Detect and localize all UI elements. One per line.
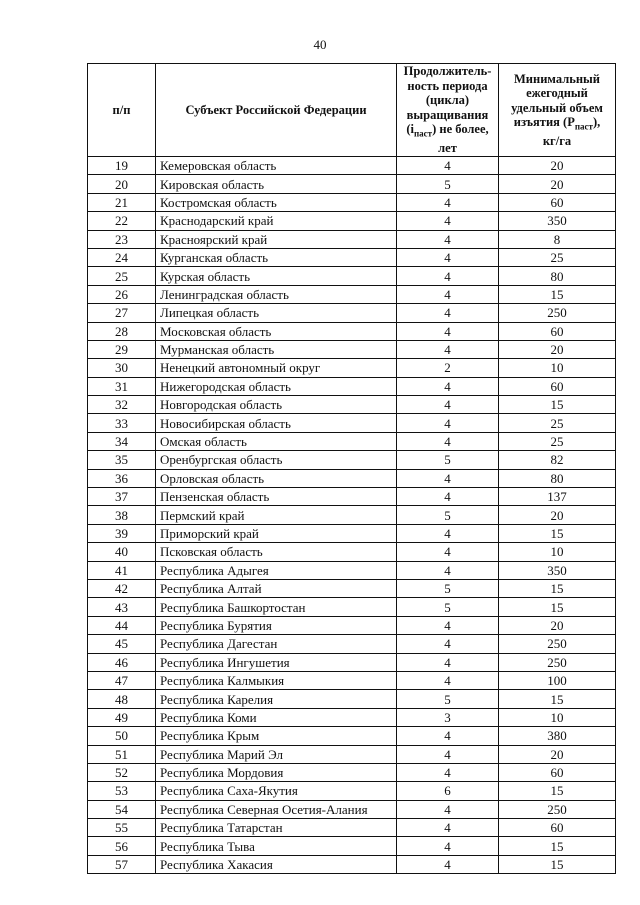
region-name: Новгородская область bbox=[156, 396, 397, 414]
volume-value: 10 bbox=[499, 543, 616, 561]
volume-value: 60 bbox=[499, 193, 616, 211]
volume-value: 250 bbox=[499, 635, 616, 653]
header-period-line: (цикла) bbox=[425, 93, 470, 108]
volume-value: 250 bbox=[499, 800, 616, 818]
table-row bbox=[88, 322, 616, 340]
row-number: 49 bbox=[88, 708, 156, 726]
region-name: Республика Саха-Якутия bbox=[156, 782, 397, 800]
row-number: 44 bbox=[88, 616, 156, 634]
region-name: Республика Марий Эл bbox=[156, 745, 397, 763]
table-row bbox=[88, 340, 616, 358]
row-number: 57 bbox=[88, 855, 156, 873]
volume-value: 60 bbox=[499, 819, 616, 837]
volume-value: 15 bbox=[499, 579, 616, 597]
volume-value: 20 bbox=[499, 506, 616, 524]
period-value: 4 bbox=[397, 157, 499, 175]
table-row bbox=[88, 377, 616, 395]
volume-value: 15 bbox=[499, 690, 616, 708]
table-row bbox=[88, 763, 616, 781]
row-number: 38 bbox=[88, 506, 156, 524]
period-value: 5 bbox=[397, 451, 499, 469]
period-value: 4 bbox=[397, 763, 499, 781]
volume-value: 10 bbox=[499, 359, 616, 377]
page-number: 40 bbox=[313, 37, 327, 52]
table-row bbox=[88, 819, 616, 837]
volume-value: 20 bbox=[499, 616, 616, 634]
table-row bbox=[88, 671, 616, 689]
period-value: 4 bbox=[397, 285, 499, 303]
volume-value: 25 bbox=[499, 414, 616, 432]
table-row bbox=[88, 524, 616, 542]
volume-value: 15 bbox=[499, 782, 616, 800]
period-value: 5 bbox=[397, 175, 499, 193]
header-num bbox=[88, 64, 156, 157]
region-name: Липецкая область bbox=[156, 304, 397, 322]
volume-value: 15 bbox=[499, 396, 616, 414]
table-row bbox=[88, 359, 616, 377]
header-period bbox=[397, 64, 499, 157]
volume-value: 100 bbox=[499, 671, 616, 689]
row-number: 47 bbox=[88, 671, 156, 689]
region-name: Пермский край bbox=[156, 506, 397, 524]
row-number: 48 bbox=[88, 690, 156, 708]
row-number: 24 bbox=[88, 248, 156, 266]
period-value: 4 bbox=[397, 304, 499, 322]
header-num-label: п/п bbox=[112, 102, 131, 117]
header-volume-line: ), bbox=[592, 115, 601, 129]
row-number: 53 bbox=[88, 782, 156, 800]
table-row bbox=[88, 782, 616, 800]
row-number: 27 bbox=[88, 304, 156, 322]
period-value: 4 bbox=[397, 561, 499, 579]
header-period-line: ) не более, bbox=[432, 122, 489, 137]
period-value: 4 bbox=[397, 727, 499, 745]
row-number: 31 bbox=[88, 377, 156, 395]
table-row bbox=[88, 230, 616, 248]
volume-value: 80 bbox=[499, 267, 616, 285]
row-number: 56 bbox=[88, 837, 156, 855]
table-row bbox=[88, 175, 616, 193]
region-name: Республика Адыгея bbox=[156, 561, 397, 579]
row-number: 23 bbox=[88, 230, 156, 248]
period-value: 4 bbox=[397, 322, 499, 340]
row-number: 39 bbox=[88, 524, 156, 542]
volume-value: 350 bbox=[499, 212, 616, 230]
period-value: 4 bbox=[397, 488, 499, 506]
volume-value: 25 bbox=[499, 432, 616, 450]
table-row bbox=[88, 248, 616, 266]
row-number: 41 bbox=[88, 561, 156, 579]
period-value: 3 bbox=[397, 708, 499, 726]
row-number: 35 bbox=[88, 451, 156, 469]
region-name: Курская область bbox=[156, 267, 397, 285]
row-number: 30 bbox=[88, 359, 156, 377]
region-name: Республика Карелия bbox=[156, 690, 397, 708]
region-name: Республика Алтай bbox=[156, 579, 397, 597]
volume-value: 60 bbox=[499, 377, 616, 395]
row-number: 55 bbox=[88, 819, 156, 837]
volume-value: 82 bbox=[499, 451, 616, 469]
region-name: Пензенская область bbox=[156, 488, 397, 506]
volume-value: 80 bbox=[499, 469, 616, 487]
volume-value: 25 bbox=[499, 248, 616, 266]
row-number: 45 bbox=[88, 635, 156, 653]
row-number: 26 bbox=[88, 285, 156, 303]
region-name: Мурманская область bbox=[156, 340, 397, 358]
period-value: 4 bbox=[397, 267, 499, 285]
period-value: 4 bbox=[397, 671, 499, 689]
volume-value: 15 bbox=[499, 285, 616, 303]
header-volume-line: кг/га bbox=[542, 134, 572, 148]
volume-value: 20 bbox=[499, 340, 616, 358]
period-value: 4 bbox=[397, 653, 499, 671]
row-number: 32 bbox=[88, 396, 156, 414]
table-row bbox=[88, 469, 616, 487]
period-value: 4 bbox=[397, 800, 499, 818]
row-number: 28 bbox=[88, 322, 156, 340]
volume-value: 20 bbox=[499, 157, 616, 175]
period-value: 4 bbox=[397, 432, 499, 450]
region-name: Кемеровская область bbox=[156, 157, 397, 175]
table-row bbox=[88, 690, 616, 708]
region-name: Новосибирская область bbox=[156, 414, 397, 432]
region-name: Республика Дагестан bbox=[156, 635, 397, 653]
table-row bbox=[88, 708, 616, 726]
period-value: 4 bbox=[397, 230, 499, 248]
row-number: 54 bbox=[88, 800, 156, 818]
volume-value: 137 bbox=[499, 488, 616, 506]
region-name: Омская область bbox=[156, 432, 397, 450]
table-row bbox=[88, 745, 616, 763]
region-name: Республика Тыва bbox=[156, 837, 397, 855]
volume-value: 250 bbox=[499, 653, 616, 671]
period-value: 4 bbox=[397, 616, 499, 634]
table-row bbox=[88, 285, 616, 303]
row-number: 46 bbox=[88, 653, 156, 671]
region-name: Республика Крым bbox=[156, 727, 397, 745]
region-name: Республика Коми bbox=[156, 708, 397, 726]
header-period-line: ность периода bbox=[407, 78, 488, 93]
region-name: Костромская область bbox=[156, 193, 397, 211]
row-number: 19 bbox=[88, 157, 156, 175]
row-number: 42 bbox=[88, 579, 156, 597]
period-value: 4 bbox=[397, 248, 499, 266]
volume-value: 15 bbox=[499, 855, 616, 873]
region-name: Кировская область bbox=[156, 175, 397, 193]
table-row bbox=[88, 579, 616, 597]
header-period-line: Продолжитель- bbox=[403, 64, 492, 79]
row-number: 40 bbox=[88, 543, 156, 561]
region-name: Республика Татарстан bbox=[156, 819, 397, 837]
table-row bbox=[88, 157, 616, 175]
table-row bbox=[88, 506, 616, 524]
row-number: 22 bbox=[88, 212, 156, 230]
region-name: Оренбургская область bbox=[156, 451, 397, 469]
header-subject bbox=[156, 64, 397, 157]
row-number: 34 bbox=[88, 432, 156, 450]
table-row bbox=[88, 635, 616, 653]
region-name: Республика Ингушетия bbox=[156, 653, 397, 671]
region-name: Ленинградская область bbox=[156, 285, 397, 303]
volume-value: 60 bbox=[499, 322, 616, 340]
header-volume-line: Минимальный bbox=[514, 71, 600, 86]
volume-value: 15 bbox=[499, 524, 616, 542]
volume-value: 10 bbox=[499, 708, 616, 726]
header-period-line: лет bbox=[438, 141, 457, 156]
table-row bbox=[88, 267, 616, 285]
region-name: Республика Башкортостан bbox=[156, 598, 397, 616]
row-number: 33 bbox=[88, 414, 156, 432]
header-volume-line: ежегодный bbox=[526, 86, 588, 100]
period-value: 2 bbox=[397, 359, 499, 377]
row-number: 43 bbox=[88, 598, 156, 616]
table-row bbox=[88, 212, 616, 230]
period-value: 5 bbox=[397, 506, 499, 524]
period-value: 4 bbox=[397, 855, 499, 873]
period-value: 5 bbox=[397, 598, 499, 616]
volume-value: 15 bbox=[499, 598, 616, 616]
header-volume-subscript: паст bbox=[574, 121, 593, 132]
region-name: Псковская область bbox=[156, 543, 397, 561]
period-value: 4 bbox=[397, 193, 499, 211]
period-value: 4 bbox=[397, 837, 499, 855]
header-period-line: (i bbox=[406, 122, 414, 137]
period-value: 4 bbox=[397, 377, 499, 395]
header-volume-line: удельный объем bbox=[511, 100, 603, 115]
volume-value: 350 bbox=[499, 561, 616, 579]
volume-value: 60 bbox=[499, 763, 616, 781]
table-header-row bbox=[88, 64, 616, 157]
region-name: Республика Бурятия bbox=[156, 616, 397, 634]
table-row bbox=[88, 837, 616, 855]
header-volume-line: изъятия (P bbox=[513, 115, 575, 129]
row-number: 36 bbox=[88, 469, 156, 487]
region-name: Республика Северная Осетия-Алания bbox=[156, 800, 397, 818]
volume-value: 20 bbox=[499, 745, 616, 763]
row-number: 25 bbox=[88, 267, 156, 285]
period-value: 6 bbox=[397, 782, 499, 800]
region-name: Красноярский край bbox=[156, 230, 397, 248]
table-row bbox=[88, 653, 616, 671]
period-value: 4 bbox=[397, 340, 499, 358]
volume-value: 8 bbox=[499, 230, 616, 248]
region-name: Республика Мордовия bbox=[156, 763, 397, 781]
volume-value: 250 bbox=[499, 304, 616, 322]
region-name: Курганская область bbox=[156, 248, 397, 266]
table-row bbox=[88, 396, 616, 414]
volume-value: 20 bbox=[499, 175, 616, 193]
period-value: 4 bbox=[397, 396, 499, 414]
period-value: 4 bbox=[397, 469, 499, 487]
region-name: Московская область bbox=[156, 322, 397, 340]
period-value: 4 bbox=[397, 524, 499, 542]
table-row bbox=[88, 800, 616, 818]
period-value: 4 bbox=[397, 635, 499, 653]
region-name: Ненецкий автономный округ bbox=[156, 359, 397, 377]
table-row bbox=[88, 451, 616, 469]
period-value: 4 bbox=[397, 745, 499, 763]
table-row bbox=[88, 488, 616, 506]
regions-table bbox=[87, 63, 616, 874]
row-number: 21 bbox=[88, 193, 156, 211]
table-row bbox=[88, 432, 616, 450]
volume-value: 380 bbox=[499, 727, 616, 745]
period-value: 4 bbox=[397, 819, 499, 837]
row-number: 20 bbox=[88, 175, 156, 193]
table-body bbox=[88, 157, 616, 874]
period-value: 5 bbox=[397, 579, 499, 597]
region-name: Орловская область bbox=[156, 469, 397, 487]
region-name: Республика Хакасия bbox=[156, 855, 397, 873]
table-row bbox=[88, 543, 616, 561]
row-number: 52 bbox=[88, 763, 156, 781]
table-row bbox=[88, 855, 616, 873]
table-row bbox=[88, 193, 616, 211]
region-name: Нижегородская область bbox=[156, 377, 397, 395]
region-name: Приморский край bbox=[156, 524, 397, 542]
period-value: 4 bbox=[397, 212, 499, 230]
region-name: Республика Калмыкия bbox=[156, 671, 397, 689]
table-row bbox=[88, 598, 616, 616]
period-value: 5 bbox=[397, 690, 499, 708]
region-name: Краснодарский край bbox=[156, 212, 397, 230]
row-number: 29 bbox=[88, 340, 156, 358]
table-row bbox=[88, 561, 616, 579]
period-value: 4 bbox=[397, 543, 499, 561]
table-row bbox=[88, 304, 616, 322]
table-row bbox=[88, 727, 616, 745]
period-value: 4 bbox=[397, 414, 499, 432]
row-number: 51 bbox=[88, 745, 156, 763]
table-row bbox=[88, 414, 616, 432]
header-period-line: выращивания bbox=[406, 107, 489, 122]
table-row bbox=[88, 616, 616, 634]
row-number: 50 bbox=[88, 727, 156, 745]
header-subject-label: Субъект Российской Федерации bbox=[185, 102, 367, 117]
volume-value: 15 bbox=[499, 837, 616, 855]
header-volume bbox=[499, 64, 616, 157]
row-number: 37 bbox=[88, 488, 156, 506]
header-period-subscript: паст bbox=[413, 128, 433, 139]
